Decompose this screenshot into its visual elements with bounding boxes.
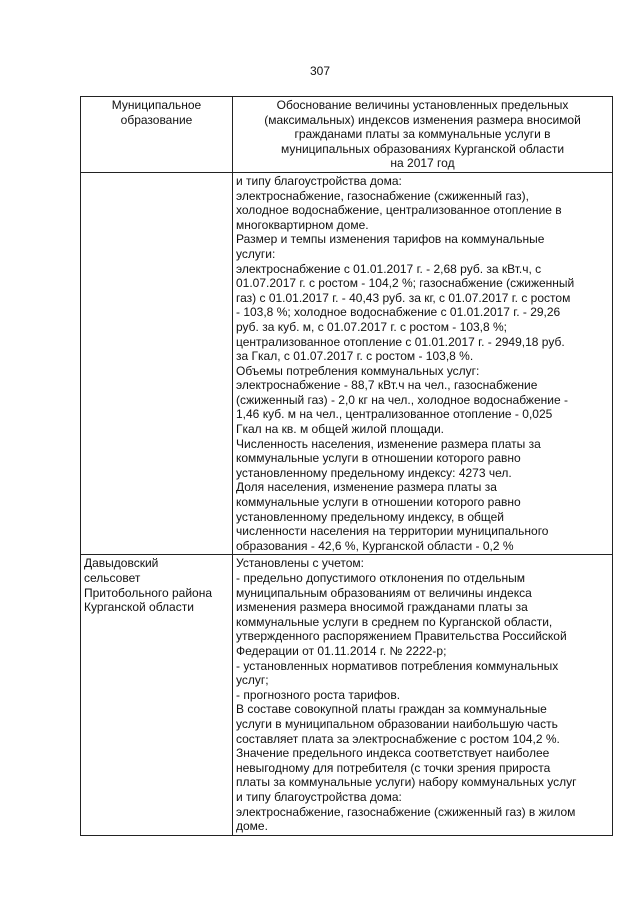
justification-table <box>80 96 613 836</box>
text-line: образования - 42,6 %, Курганской области - 0,2 % <box>236 538 514 553</box>
text-line: гражданами платы за коммунальные услуги в <box>294 127 551 142</box>
text-line: услуги: <box>236 246 276 261</box>
table-row <box>81 172 613 554</box>
text-line: платы за коммунальные услуги) набору коммунальных услуг <box>236 775 577 790</box>
text-line: численности населения на территории муниципального <box>236 524 549 539</box>
header-justification-cell <box>233 97 613 173</box>
text-line: (максимальных) индексов изменения размера вносимой <box>264 112 581 127</box>
text-line: электроснабжение - 88,7 кВт.ч на чел., газоснабжение <box>236 378 538 393</box>
text-line: Размер и темпы изменения тарифов на коммунальные <box>236 232 545 247</box>
text-line: Обоснование величины установленных предельных <box>276 98 569 112</box>
text-line: Доля населения, изменение размера платы за <box>236 480 497 495</box>
text-line: доме. <box>236 819 268 834</box>
municipality-cell <box>81 172 233 554</box>
text-line: холодное водоснабжение, централизованное отопление в <box>236 203 562 218</box>
text-line: Значение предельного индекса соответствует наиболее <box>236 746 550 761</box>
text-line: услуги в муниципальном образовании наибольшую часть <box>236 716 558 731</box>
text-line: газ) с 01.01.2017 г. - 40,43 руб. за кг, с 01.07.2017 г. с ростом <box>236 290 571 305</box>
header-municipality-cell <box>81 97 233 173</box>
text-line: - установленных нормативов потребления коммунальных <box>236 658 559 673</box>
text-line: Численность населения, изменение размера платы за <box>236 436 541 451</box>
text-line: Притобольного района <box>84 585 213 600</box>
text-line: В составе совокупной платы граждан за коммунальные <box>236 702 547 717</box>
text-line: Гкал на кв. м общей жилой площади. <box>236 422 445 437</box>
text-line: установленному предельному индексу: 4273 чел. <box>236 465 512 480</box>
table-row <box>81 555 613 835</box>
text-line: многоквартирном доме. <box>236 217 369 232</box>
text-line: составляет плата за электроснабжение с ростом 104,2 %. <box>236 731 560 746</box>
text-line: Давыдовский <box>84 556 159 571</box>
text-line: - прогнозного роста тарифов. <box>236 687 401 702</box>
text-line: централизованное отопление с 01.01.2017 г. - 2949,18 руб. <box>236 334 565 349</box>
text-line: невыгодному для потребителя (с точки зрения прироста <box>236 760 551 775</box>
text-line: коммунальные услуги в отношении которого равно <box>236 495 521 510</box>
justification-cell <box>233 172 613 554</box>
page-number: 307 <box>309 64 331 78</box>
text-line: 1,46 куб. м на чел., централизованное отопление - 0,025 <box>236 407 553 422</box>
text-line: изменения размера вносимой гражданами платы за <box>236 600 528 615</box>
text-line: - предельно допустимого отклонения по отдельным <box>236 571 525 585</box>
text-line: Установлены с учетом: <box>236 556 364 571</box>
text-line: Федерации от 01.11.2014 г. № 2222-р; <box>236 643 447 658</box>
text-line: (сжиженный газ) - 2,0 кг на чел., холодное водоснабжение - <box>236 392 568 407</box>
text-line: утвержденного распоряжением Правительства Российской <box>236 629 567 644</box>
text-line: и типу благоустройства дома: <box>236 789 402 804</box>
text-line: электроснабжение с 01.01.2017 г. - 2,68 руб. за кВт.ч, с <box>236 261 542 276</box>
text-line: сельсовет <box>84 571 141 585</box>
text-line: коммунальные услуги в среднем по Курганской области, <box>236 614 553 629</box>
text-line: электроснабжение, газоснабжение (сжиженный газ) в жилом <box>236 804 576 819</box>
text-line: услуг; <box>236 673 269 688</box>
text-line: образование <box>120 112 193 127</box>
table-header-row <box>81 97 613 173</box>
text-line: электроснабжение, газоснабжение (сжиженный газ), <box>236 188 529 203</box>
text-line: за Гкал, с 01.07.2017 г. с ростом - 103,8 %. <box>236 349 474 364</box>
text-line: - 103,8 %; холодное водоснабжение с 01.01.2017 г. - 29,26 <box>236 305 561 320</box>
text-line: и типу благоустройства дома: <box>236 173 402 188</box>
text-line: муниципальным образованиям от величины индекса <box>236 585 532 600</box>
text-line: Объемы потребления коммунальных услуг: <box>236 363 480 378</box>
text-line: установленному предельному индексу, в общей <box>236 509 504 524</box>
text-line: 01.07.2017 г. с ростом - 104,2 %; газоснабжение (сжиженный <box>236 276 575 291</box>
justification-cell <box>233 555 613 835</box>
text-line: руб. за куб. м, с 01.07.2017 г. с ростом - 103,8 %; <box>236 319 508 334</box>
text-line: Муниципальное <box>111 98 202 112</box>
text-line: Курганской области <box>84 600 194 615</box>
municipality-cell <box>81 555 233 835</box>
text-line: коммунальные услуги в отношении которого равно <box>236 451 521 466</box>
text-line: муниципальных образованиях Курганской области <box>280 141 565 156</box>
text-line: на 2017 год <box>390 156 455 171</box>
